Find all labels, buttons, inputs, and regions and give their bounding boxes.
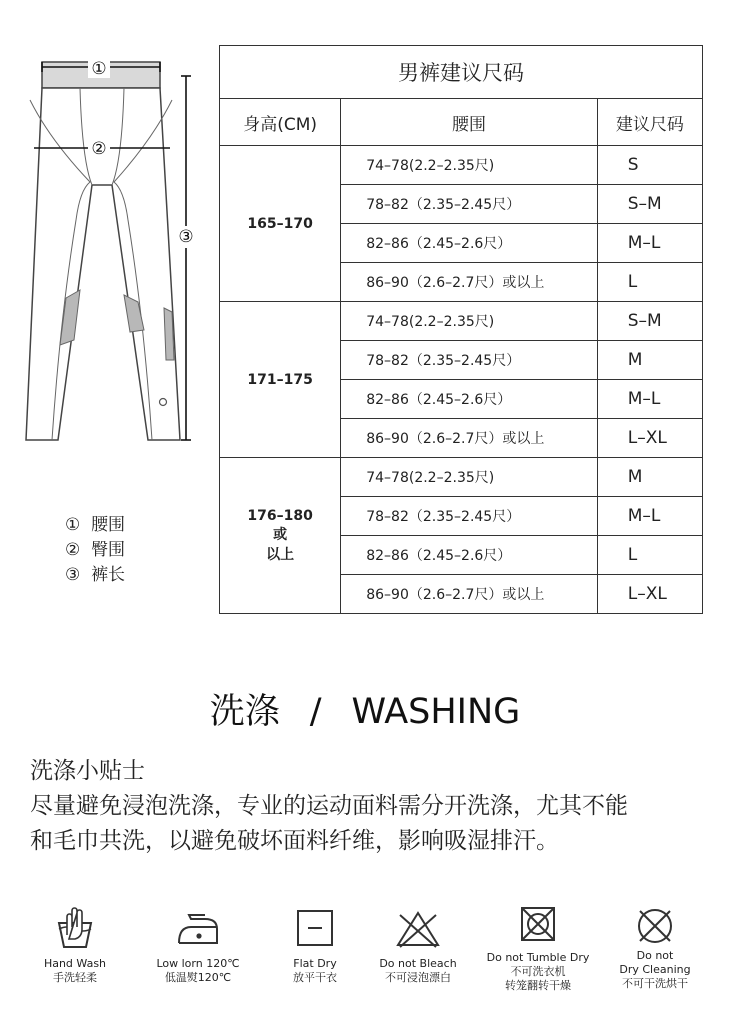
figure-marker-3: ③ [178, 227, 194, 247]
table-row [220, 146, 703, 185]
tips-line: 和毛巾共洗，以避免破坏面料纤维，影响吸湿排汗。 [30, 828, 559, 854]
table-title: 男裤建议尺码 [220, 46, 703, 99]
size-cell: M–L [597, 224, 702, 263]
waist-cell: 82–86（2.45–2.6尺） [341, 224, 598, 263]
washing-tips [30, 754, 720, 859]
size-cell: M [597, 458, 702, 497]
care-item-do-not-dry-clean: Do not Dry Cleaning 不可干洗烘干 [595, 905, 715, 991]
waist-cell: 86–90（2.6–2.7尺）或以上 [341, 575, 598, 614]
waist-cell: 78–82（2.35–2.45尺） [341, 185, 598, 224]
figure-marker-1: ① [91, 59, 107, 79]
size-cell: L–XL [597, 419, 702, 458]
size-cell: S [597, 146, 702, 185]
size-chart-table [219, 45, 703, 614]
washing-title-zh: 洗涤 [209, 692, 280, 732]
waist-cell: 74–78(2.2–2.35尺) [341, 146, 598, 185]
size-cell: M–L [597, 497, 702, 536]
figure-marker-2: ② [91, 139, 107, 159]
size-cell: M [597, 341, 702, 380]
size-cell: S–M [597, 302, 702, 341]
header-size: 建议尺码 [597, 99, 702, 146]
washing-title-en: WASHING [351, 692, 521, 732]
do-not-dry-clean-icon [633, 905, 677, 947]
table-row [220, 458, 703, 497]
waist-cell: 78–82（2.35–2.45尺） [341, 497, 598, 536]
waist-cell: 74–78(2.2–2.35尺) [341, 302, 598, 341]
waist-cell: 82–86（2.45–2.6尺） [341, 380, 598, 419]
care-item-do-not-bleach: Do not Bleach 不可浸泡漂白 [358, 905, 478, 985]
do-not-tumble-dry-icon [516, 905, 560, 945]
height-cell: 171–175 [220, 302, 341, 458]
height-cell: 165–170 [220, 146, 341, 302]
low-iron-icon [175, 905, 221, 951]
size-cell: L–XL [597, 575, 702, 614]
waist-cell: 86–90（2.6–2.7尺）或以上 [341, 419, 598, 458]
height-cell: 176–180 或 以上 [220, 458, 341, 614]
hand-wash-icon [55, 905, 95, 951]
legend-item-hip: ② 臀围 [65, 540, 126, 560]
size-cell: L [597, 536, 702, 575]
legend-item-length: ③ 裤长 [65, 565, 126, 585]
washing-section-title [0, 684, 730, 734]
do-not-bleach-icon [394, 905, 442, 951]
size-cell: S–M [597, 185, 702, 224]
header-waist: 腰围 [341, 99, 598, 146]
size-cell: L [597, 263, 702, 302]
pants-measurement-figure [20, 40, 205, 450]
waist-cell: 78–82（2.35–2.45尺） [341, 341, 598, 380]
legend-item-waist: ① 腰围 [65, 515, 126, 535]
tips-line: 尽量避免浸泡洗涤，专业的运动面料需分开洗涤，尤其不能 [30, 793, 628, 819]
header-height: 身高(CM) [220, 99, 341, 146]
waist-cell: 82–86（2.45–2.6尺） [341, 536, 598, 575]
waist-cell: 86–90（2.6–2.7尺）或以上 [341, 263, 598, 302]
measurement-legend [65, 513, 125, 588]
care-item-low-iron: Low lorn 120℃ 低温熨120℃ [138, 905, 258, 985]
table-row [220, 302, 703, 341]
pants-side-panel-right [164, 308, 174, 360]
tips-heading: 洗涤小贴士 [30, 758, 145, 784]
care-item-flat-dry: Flat Dry 放平干衣 [255, 905, 375, 985]
care-item-do-not-tumble-dry: Do not Tumble Dry 不可洗衣机 转笼翻转干燥 [478, 905, 598, 993]
care-item-hand-wash: Hand Wash 手洗轻柔 [15, 905, 135, 985]
waist-cell: 74–78(2.2–2.35尺) [341, 458, 598, 497]
washing-title-slash: / [309, 692, 322, 732]
size-cell: M–L [597, 380, 702, 419]
flat-dry-icon [293, 905, 337, 951]
